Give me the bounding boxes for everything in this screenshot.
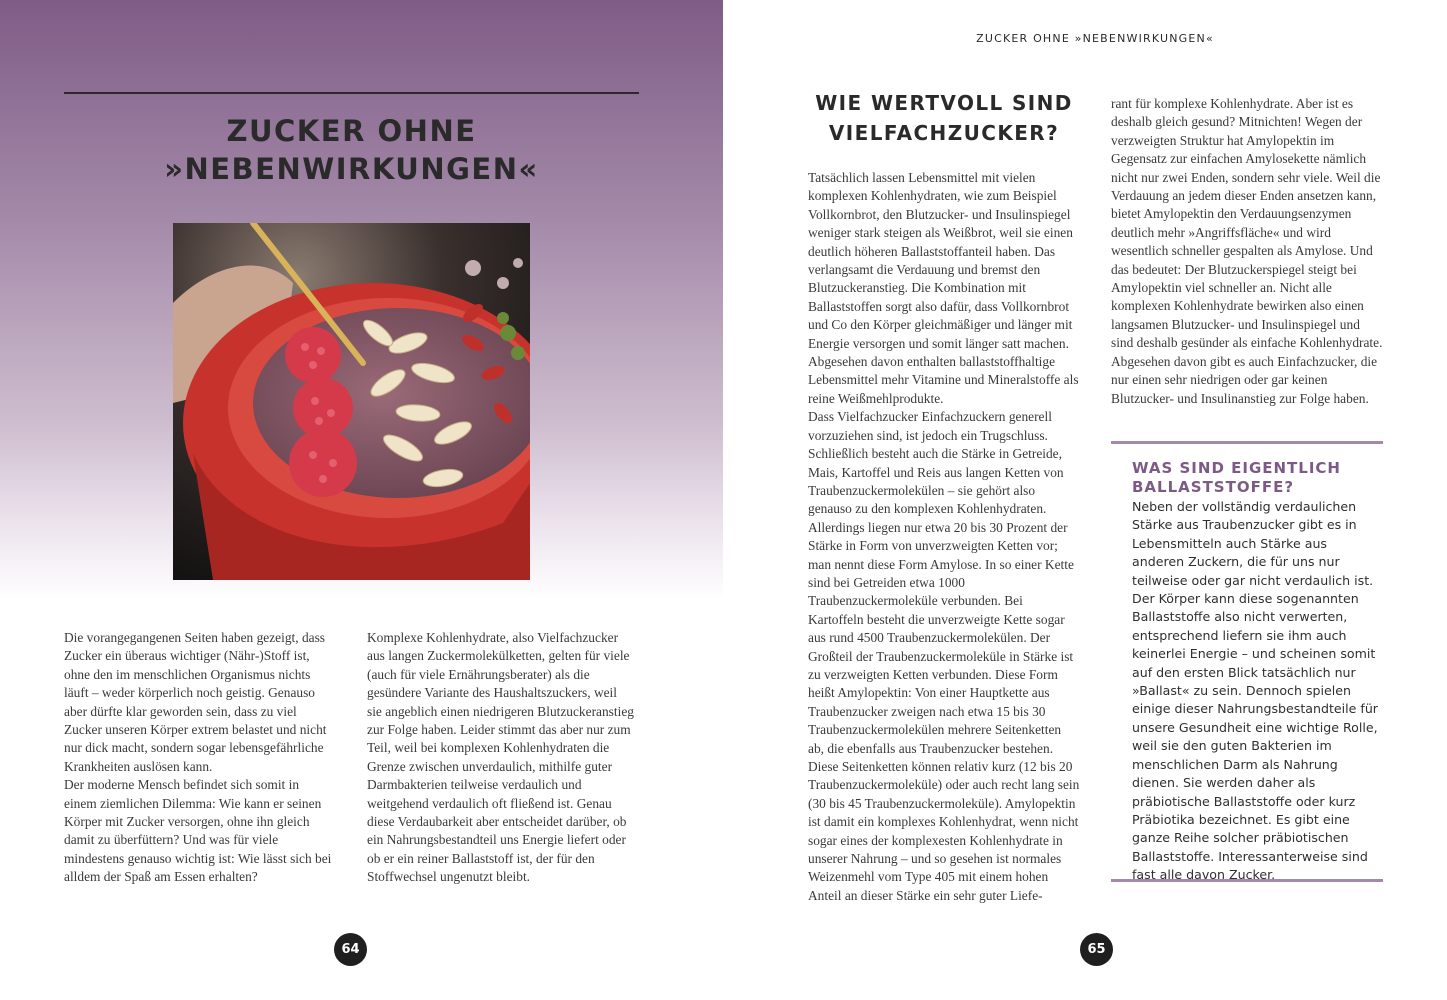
section-title-line-1: WIE WERTVOLL SIND xyxy=(815,91,1073,115)
info-box-top-rule xyxy=(1111,441,1383,444)
right-col1-paragraph-1: Tatsächlich lassen Lebensmittel mit vielen komplexen Kohlenhydraten, wie zum Beispiel Vollkornbrot, den Blutzucker- und Insulinspiegel weniger stark steigen als Weißbrot, weil sie einen deutlich höheren Ballaststoffanteil haben. Das verlangsamt die Verdauung und bremst den Blutzuckeranstieg. Die Kombination mit Ballaststoffen sorgt also dafür, dass Vollkornbrot und Co den Körper gleichmäßiger und länger mit Energie versorgen und somit länger satt machen. Abgesehen davon enthalten ballaststoffhaltige Lebensmittel mehr Vitamine und Mineralstoffe als reine Weißmehlprodukte. xyxy=(808,170,1079,406)
left-col1-paragraph-2: Der moderne Mensch befindet sich somit in einem ziemlichen Dilemma: Wie kann er seinen Körper mit Zucker versorgen, ohne ihn gleich damit zu überfüttern? Und was für viele mindestens genauso wichtig ist: Wie lässt sich bei alldem der Spaß am Essen erhalten? xyxy=(64,777,332,885)
left-column-2 xyxy=(367,629,635,887)
section-title xyxy=(808,88,1080,148)
right-column-2 xyxy=(1111,95,1383,408)
chapter-title-line-2: »NEBENWIRKUNGEN« xyxy=(164,152,539,186)
smoothie-bowl-illustration xyxy=(173,223,530,580)
section-title-line-2: VIELFACHZUCKER? xyxy=(828,121,1060,145)
info-box-bottom-rule xyxy=(1111,879,1383,882)
info-box-title xyxy=(1132,459,1372,497)
left-column-1 xyxy=(64,629,334,887)
smoothie-bowl-photo xyxy=(173,223,530,580)
title-rule xyxy=(64,92,639,94)
info-box-title-line-1: WAS SIND EIGENTLICH xyxy=(1132,459,1341,477)
info-box xyxy=(1111,441,1383,882)
info-box-title-line-2: BALLASTSTOFFE? xyxy=(1132,478,1295,496)
page-number-left: 64 xyxy=(334,933,367,966)
right-column-1 xyxy=(808,169,1080,905)
chapter-title-line-1: ZUCKER OHNE xyxy=(226,114,477,148)
running-head: ZUCKER OHNE »NEBENWIRKUNGEN« xyxy=(976,32,1214,45)
page-number-right: 65 xyxy=(1080,933,1113,966)
right-col2-paragraph: rant für komplexe Kohlenhydrate. Aber ist es deshalb gleich gesund? Mitnichten! Wegen der verzweigten Struktur hat Amylopektin im Gegensatz zur einfachen Amylosekette nämlich nicht nur zwei Enden, sondern sehr viele. Weil die Verdauung an jedem dieser Enden ansetzen kann, bietet Amylopektin den Verdauungsenzymen deutlich mehr »Angriffsfläche« und wird wesentlich schneller gespalten als Amylose. Und das bedeutet: Der Blutzuckerspiegel steigt bei Amylopektin viel schneller an. Nicht alle komplexen Kohlenhydrate bewirken also einen langsamen Blutzucker- und Insulinspiegel und sind deshalb gesünder als einfache Kohlenhydrate. Abgesehen davon gibt es auch Einfachzucker, die nur einen sehr niedrigen oder gar keinen Blutzucker- und Insulinanstieg zur Folge haben. xyxy=(1111,96,1383,406)
left-col1-paragraph-1: Die vorangegangenen Seiten haben gezeigt, dass Zucker ein überaus wichtiger (Nähr-)Stoff ist, ohne den im menschlichen Organismus nichts läuft – weder körperlich noch geistig. Genauso aber dürfte klar geworden sein, dass zu viel Zucker unseren Körper extrem belastet und nicht nur dick macht, sondern sogar lebensgefährliche Krankheiten auslösen kann. xyxy=(64,630,327,774)
right-col1-paragraph-2: Dass Vielfachzucker Einfachzuckern generell vorzuziehen sind, ist jedoch ein Trugschluss. Schließlich besteht auch die Stärke in Getreide, Mais, Kartoffel und Reis aus langen Ketten von Traubenzuckermolekülen – sie gehört also genauso zu den komplexen Kohlenhydraten. Allerdings liegen nur etwa 20 bis 30 Prozent der Stärke in Form von unverzweigten Ketten vor; man nennt diese Form Amylose. In so einer Kette sind bei Getreiden etwa 1000 Traubenzuckermoleküle verbunden. Bei Kartoffeln besteht die unverzweigte Kette sogar aus rund 4500 Traubenzuckermolekülen. Der Großteil der Traubenzuckermoleküle in Stärke ist zu verzweigten Ketten verbunden. Diese Form heißt Amylopektin: Von einer Hauptkette aus Traubenzucker zweigen nach etwa 15 bis 30 Traubenzuckermolekülen mehrere Seitenketten ab, die ebenfalls aus Traubenzucker bestehen. Diese Seitenketten können relativ kurz (12 bis 20 Traubenzuckermoleküle) oder auch recht lang sein (30 bis 45 Traubenzuckermoleküle). Amylopektin ist damit ein komplexes Kohlenhydrat, wenn nicht sogar eines der komplexesten Kohlenhydrate in unserer Nahrung – und so gesehen ist normales Weizenmehl vom Type 405 mit einem hohen Anteil an dieser Stärke ein sehr guter Liefe- xyxy=(808,409,1080,903)
left-page xyxy=(0,0,723,1000)
left-col2-paragraph: Komplexe Kohlenhydrate, also Vielfachzucker aus langen Zuckermolekülketten, gelten für viele (auch für viele Ernährungsberater) als die gesündere Variante des Haushaltszuckers, weil sie angeblich einen niedrigeren Blutzuckeranstieg zur Folge haben. Leider stimmt das aber nur zum Teil, weil bei komplexen Kohlenhydraten die Grenze zwischen unverdaulich, mithilfe guter Darmbakterien teilweise verdaulich und weitgehend verdaulich oft fließend ist. Genau diese Verdaubarkeit aber entscheidet darüber, ob ein Nahrungsbestandteil uns Energie liefert oder ob er ein reiner Ballaststoff ist, der für den Stoffwechsel ungenutzt bleibt. xyxy=(367,630,634,885)
info-box-text: Neben der vollständig verdaulichen Stärke aus Traubenzucker gibt es in Lebensmitteln auch Stärke aus anderen Zuckern, die für uns nur teilweise oder gar nicht verdaulich ist. Der Körper kann diese sogenannten Ballaststoffe also nicht verwerten, entsprechend liefern sie ihm auch keinerlei Energie – und scheinen somit auf den ersten Blick tatsächlich nur »Ballast« zu sein. Dennoch spielen einige dieser Nahrungsbestandteile für unsere Gesundheit eine wichtige Rolle, weil sie den guten Bakterien im menschlichen Darm als Nahrung dienen. Sie werden daher als präbiotische Ballaststoffe oder kurz Präbiotika bezeichnet. Es gibt eine ganze Reihe solcher präbiotischen Ballaststoffe. Interessanterweise sind fast alle davon Zucker. xyxy=(1132,499,1378,883)
chapter-title xyxy=(64,112,639,188)
